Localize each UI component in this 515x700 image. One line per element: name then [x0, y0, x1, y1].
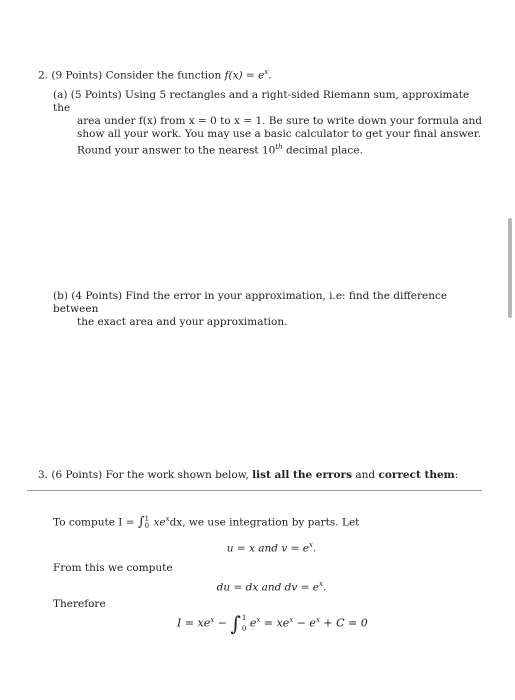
q2-function: f(x) = e	[224, 69, 265, 82]
q3-eq3-upper-limit: 1	[241, 613, 247, 622]
q3-intro-integral-sign: ∫	[137, 514, 145, 530]
q3-header-pre: 3. (6 Points) For the work shown below,	[38, 469, 249, 481]
q2b-block	[53, 290, 485, 329]
q2a-block	[53, 89, 485, 158]
q2-header-text: 2. (9 Points) Consider the function	[38, 69, 222, 82]
q3-eq1-exponent: x	[308, 541, 313, 549]
q3-eq3-part-d: − e	[293, 616, 316, 630]
q3-eq2-text: du = dx and dv = e	[216, 581, 320, 594]
q2b-line-1: (b) (4 Points) Find the error in your approximation, i.e: find the difference between	[53, 290, 448, 315]
q3-intro-post: dx, we use integration by parts. Let	[169, 516, 360, 529]
q3-eq3-integral-sign: ∫	[230, 611, 241, 636]
q3-eq3-minus: −	[214, 616, 231, 630]
q2a-line-4-pre: Round your answer to the nearest 10	[77, 144, 276, 157]
q3-eq2-end: .	[322, 581, 327, 594]
divider	[27, 490, 482, 491]
q3-eq3-part-b: e	[246, 616, 257, 630]
q3-therefore-label: Therefore	[53, 598, 106, 610]
q2a-line-4-post: decimal place.	[282, 144, 363, 157]
q3-eq3-lower-limit: 0	[241, 624, 247, 633]
q3-equation-2	[14, 578, 515, 595]
q3-header-end: :	[454, 469, 459, 481]
q3-header-mid: and	[355, 469, 376, 481]
q3-eq2-exponent: x	[319, 580, 323, 588]
q3-intro	[53, 513, 359, 530]
q3-intro-lower-limit: 0	[144, 521, 150, 530]
q3-eq3-part-b-exponent: x	[256, 616, 261, 624]
q3-eq3-part-a-exponent: x	[210, 616, 215, 624]
q3-eq3-part-d-exponent: x	[315, 616, 320, 624]
q2a-line-4	[53, 141, 485, 158]
q3-intro-integrand: xe	[150, 516, 166, 529]
q3-eq1-end: .	[312, 542, 317, 555]
q2a-line-3: show all your work. You may use a basic calculator to get your final answer.	[77, 128, 481, 140]
q3-eq3-part-c: = xe	[260, 616, 290, 630]
q3-eq3-part-e: + C = 0	[319, 616, 368, 630]
q2b-line-2: the exact area and your approximation.	[77, 316, 288, 328]
q3-eq1-text: u = x and v = e	[226, 542, 309, 555]
q3-header-bold-2: correct them	[378, 469, 455, 481]
q3-intro-upper-limit: 1	[144, 514, 150, 523]
q2-function-end: .	[268, 69, 272, 82]
q3-from-label: From this we compute	[53, 562, 173, 574]
q2a-line-2: area under f(x) from x = 0 to x = 1. Be sure to write down your formula and	[77, 115, 482, 127]
q3-eq3-part-c-exponent: x	[289, 616, 294, 624]
q3-header-bold-1: list all the errors	[252, 469, 352, 481]
q3-equation-3	[177, 610, 368, 635]
q2-header	[38, 66, 272, 83]
q3-intro-pre: To compute I =	[53, 516, 138, 529]
q3-eq3-part-a: I = xe	[177, 616, 211, 630]
vertical-scrollbar[interactable]	[508, 218, 512, 318]
q2-function-exponent: x	[264, 68, 269, 76]
q2a-line-1: (a) (5 Points) Using 5 rectangles and a right-sided Riemann sum, approximate the	[53, 89, 470, 114]
q3-header	[38, 469, 458, 482]
q2a-line-4-sup: th	[275, 143, 283, 151]
q3-intro-exponent: x	[165, 515, 170, 523]
q3-equation-1	[14, 539, 515, 556]
